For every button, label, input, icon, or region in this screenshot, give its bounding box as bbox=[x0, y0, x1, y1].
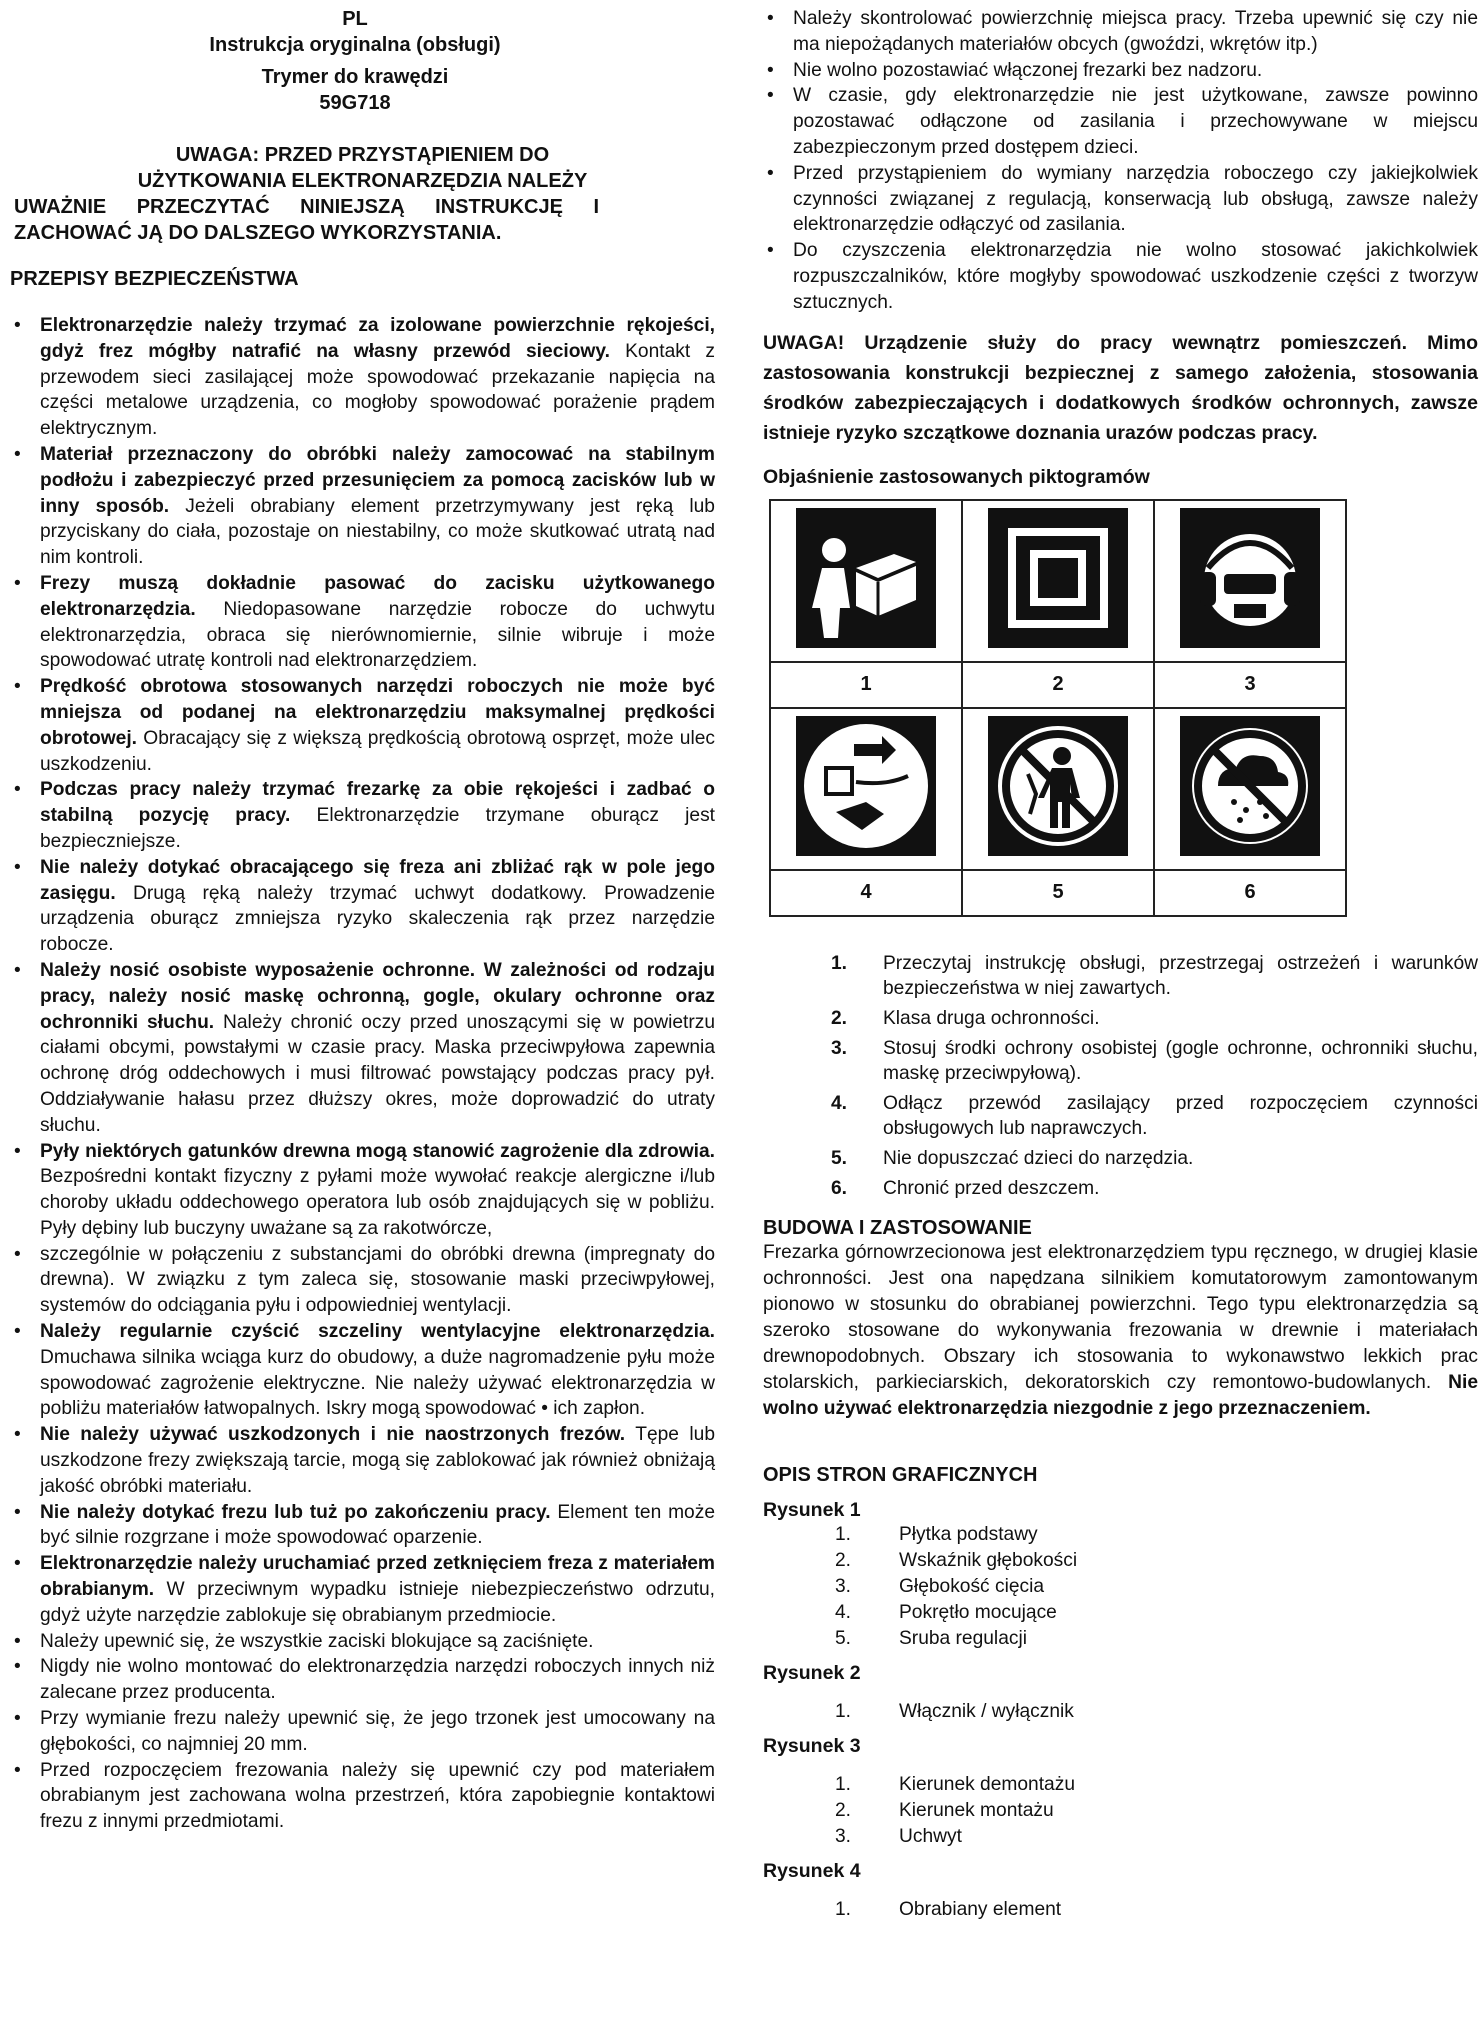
safety-item-bold: Elektronarzędzie należy uruchamiać przed zetknięciem freza z materiałem obrabianym. bbox=[40, 1553, 715, 1601]
safety-item-bold: Należy regularnie czyścić szczeliny wentylacyjne elektronarzędzia. bbox=[40, 1321, 715, 1343]
safety-item-text: Jeżeli obrabiany element przetrzymywany jest ręką lub przyciskany do ciała, pozostaje on niestabilny, co może skutkować utratą nad nim kontroli. bbox=[40, 495, 715, 569]
document-subtitle: Instrukcja oryginalna (obsługi) bbox=[209, 34, 501, 56]
figure-item-text: Pokrętło mocujące bbox=[899, 1601, 1057, 1623]
pictogram-cell bbox=[770, 500, 962, 662]
legend-item bbox=[763, 1036, 1478, 1086]
safety-item-text: Bezpośredni kontakt fizyczny z pyłami może wywołać reakcje alergiczne i/lub choroby układu oddechowego operatora lub osób znajdujących się w pobliżu. Pyły dębiny lub buczyny uważane są za rakotwórcze, bbox=[40, 1166, 715, 1239]
pictogram-number: 1 bbox=[770, 662, 962, 708]
figure-item-number: 1. bbox=[835, 1773, 852, 1795]
intro-warning bbox=[10, 142, 715, 246]
figure-item-number: 1. bbox=[835, 1700, 852, 1722]
figures-title: OPIS STRON GRAFICZNYCH bbox=[763, 1463, 1038, 1486]
intro-warning-line: UŻYTKOWANIA ELEKTRONARZĘDZIA NALEŻY bbox=[137, 170, 588, 192]
legend-number: 1. bbox=[831, 952, 848, 974]
safety-item-bold: Nie należy dotykać frezu lub tuż po zakończeniu pracy. bbox=[40, 1501, 551, 1523]
legend-item bbox=[763, 1006, 1478, 1031]
safety-item bbox=[10, 1500, 715, 1552]
legend-item bbox=[763, 1146, 1478, 1171]
figure-label: Rysunek 1 bbox=[763, 1498, 861, 1521]
safety-item bbox=[10, 313, 715, 442]
figure-item bbox=[763, 1574, 1478, 1600]
legend-text: Stosuj środki ochrony osobistej (gogle ochronne, ochronniki słuchu, maskę przeciwpyłową). bbox=[883, 1037, 1478, 1084]
product-name: Trymer do krawędzi bbox=[261, 66, 449, 88]
safety-item bbox=[10, 1629, 715, 1655]
safety-item-text: Przy wymianie frezu należy upewnić się, że jego trzonek jest umocowany na głębokości, co najmniej 20 mm. bbox=[40, 1708, 715, 1755]
safety-item bbox=[10, 1422, 715, 1499]
pictogram-number: 5 bbox=[962, 870, 1154, 916]
construction-title: BUDOWA I ZASTOSOWANIE bbox=[763, 1216, 1032, 1239]
figure-items bbox=[763, 1772, 1478, 1850]
safety-item bbox=[10, 674, 715, 777]
safety-item-text: Elektronarzędzie trzymane oburącz jest bezpieczniejsze. bbox=[40, 805, 716, 852]
residual-risk-note: UWAGA! Urządzenie służy do pracy wewnątrz pomieszczeń. Mimo zastosowania konstrukcji bezpiecznej z samego założenia, stosowania środków zabezpieczających i dodatkowych środków ochronnych, zawsze istnieje ryzyko szczątkowe doznania urazów podczas pracy. bbox=[763, 331, 1478, 444]
construction-text bbox=[763, 1240, 1478, 1422]
figure-item-number: 2. bbox=[835, 1799, 852, 1821]
figures-list bbox=[763, 1499, 1478, 1923]
construction-text-bold: Nie wolno używać elektronarzędzia niezgodnie z jego przeznaczeniem. bbox=[763, 1371, 1478, 1419]
safety-item-text: Należy chronić oczy przed unoszącymi się w powietrzu ciałami obcymi, powstałymi w czasie pracy. Maska przeciwpyłowa zapewnia ochronę dróg oddechowych i musi filtrować powstający podczas pracy pył. Oddziaływanie hałasu przez dłuższy okres, może doprowadzić do utraty słuchu. bbox=[40, 1011, 715, 1136]
figure-item-text: Wskaźnik głębokości bbox=[899, 1549, 1078, 1571]
safety-list bbox=[10, 313, 715, 1835]
legend-item bbox=[763, 1091, 1478, 1141]
pictogram-number: 2 bbox=[962, 662, 1154, 708]
safety-item-bold: Należy nosić osobiste wyposażenie ochronne. W zależności od rodzaju pracy, należy nosić maskę ochronną, gogle, okulary ochronne oraz ochronniki słuchu. bbox=[40, 959, 715, 1033]
right-column bbox=[763, 6, 1478, 1923]
figure-item bbox=[763, 1798, 1478, 1824]
safety-item bbox=[10, 571, 715, 674]
construction-text-body: Frezarka górnowrzecionowa jest elektronarzędziem typu ręcznego, w drugiej klasie ochronności. Jest ona napędzana silnikiem komutatorowym zamontowanym pionowo w stosunku do obrabianej powierzchni. Tego typu elektronarzędzia są szeroko stosowane do wykonywania frezowania w drewnie i materiałach drewnopodobnych. Obszary ich stosowania to wykonawstwo lekkich prac stolarskich, parkieciarskich, dekoratorskich czy remontowo-budowlanych. bbox=[763, 1241, 1478, 1393]
pictogram-cell bbox=[1154, 708, 1346, 870]
figure-item bbox=[763, 1600, 1478, 1626]
figure-item-number: 1. bbox=[835, 1898, 852, 1920]
figure-item-number: 1. bbox=[835, 1523, 852, 1545]
left-column bbox=[10, 6, 715, 1835]
figure-item-text: Płytka podstawy bbox=[899, 1523, 1038, 1545]
safety-item-text: Kontakt z przewodem sieci zasilającej może spowodować przekazanie napięcia na części metalowe urządzenia, co mogłoby spowodować porażenie prądem elektrycznym. bbox=[40, 340, 715, 440]
figure-item bbox=[763, 1522, 1478, 1548]
figure-items bbox=[763, 1699, 1478, 1725]
safety-item-bold: Prędkość obrotowa stosowanych narzędzi roboczych nie może być mniejsza od podanej na elektronarzędziu maksymalnej prędkości obrotowej. bbox=[40, 676, 715, 749]
intro-warning-line: UWAŻNIE PRZECZYTAĆ NINIEJSZĄ INSTRUKCJĘ I bbox=[14, 196, 599, 218]
figure-label: Rysunek 2 bbox=[763, 1661, 861, 1684]
safety-item bbox=[10, 855, 715, 958]
safety-item-bold: Nie należy używać uszkodzonych i nie naostrzonych frezów. bbox=[40, 1424, 626, 1446]
safety-item bbox=[10, 1706, 715, 1758]
pictogram-cell bbox=[770, 708, 962, 870]
figure-item-number: 5. bbox=[835, 1627, 852, 1649]
protective-gear-icon bbox=[1180, 508, 1320, 648]
safety-item-text: Tępe lub uszkodzone frezy zwiększają tarcie, mogą się zablokować jak również obniżają jakość obróbki materiału. bbox=[40, 1424, 715, 1497]
legend-text: Odłącz przewód zasilający przed rozpoczęciem czynności obsługowych lub naprawczych. bbox=[883, 1092, 1478, 1139]
legend-number: 3. bbox=[831, 1037, 848, 1059]
figure-item-number: 2. bbox=[835, 1549, 852, 1571]
safety-item-text: Obracający się z większą prędkością obrotową osprzęt, może ulec uszkodzeniu. bbox=[40, 727, 715, 775]
safety-item bbox=[10, 1654, 715, 1706]
legend-text: Klasa druga ochronności. bbox=[883, 1007, 1100, 1029]
pictogram-cell bbox=[1154, 500, 1346, 662]
figure-item-number: 4. bbox=[835, 1601, 852, 1623]
figure-items bbox=[763, 1897, 1478, 1923]
figure-items bbox=[763, 1522, 1478, 1652]
safety-item: • Należy skontrolować powierzchnię miejsca pracy. Trzeba upewnić się czy nie ma niepożądanych materiałów obcych (gwoździ, wkrętów itp.) bbox=[763, 6, 1478, 58]
safety-item-bold: Materiał przeznaczony do obróbki należy zamocować na stabilnym podłożu i zabezpieczyć przed przesunięciem za pomocą zacisków lub w inny sposób. bbox=[40, 443, 715, 517]
figure-item bbox=[763, 1897, 1478, 1923]
safety-item bbox=[10, 1758, 715, 1835]
legend-number: 4. bbox=[831, 1092, 848, 1114]
safety-item-text: Należy upewnić się, że wszystkie zaciski blokujące są zaciśnięte. bbox=[40, 1630, 594, 1652]
safety-item bbox=[10, 1551, 715, 1628]
safety-list-continued bbox=[763, 6, 1478, 316]
safety-item bbox=[10, 1319, 715, 1422]
read-manual-icon bbox=[796, 508, 936, 648]
pictogram-cell bbox=[962, 708, 1154, 870]
safety-item-text: Nigdy nie wolno montować do elektronarzędzia narzędzi roboczych innych niż zalecane przez producenta. bbox=[40, 1656, 715, 1704]
figure-item-number: 3. bbox=[835, 1825, 852, 1847]
safety-item-bold: Elektronarzędzie należy trzymać za izolowane powierzchnie rękojeści, gdyż frez mógłby natrafić na własny przewód sieciowy. bbox=[40, 315, 715, 362]
figure-item-text: Włącznik / wyłącznik bbox=[899, 1700, 1074, 1722]
safety-item bbox=[10, 1242, 715, 1319]
legend-text: Chronić przed deszczem. bbox=[883, 1177, 1100, 1199]
figure-label: Rysunek 3 bbox=[763, 1734, 861, 1757]
safety-item-text: Niedopasowane narzędzie robocze do uchwytu elektronarzędzia, obraca się nierównomiernie, silnie wibruje i może spowodować utratę kontroli nad elektronarzędziem. bbox=[40, 598, 715, 672]
figure-item-text: Uchwyt bbox=[899, 1825, 962, 1847]
safety-item-text: Dmuchawa silnika wciąga kurz do obudowy, a duże nagromadzenie pyłu może spowodować zagrożenie elektryczne. Nie należy używać elektronarzędzia w pobliżu materiałów łatwopalnych. Iskry mogą spowodować • ich zapłon. bbox=[40, 1346, 715, 1420]
figure-item bbox=[763, 1772, 1478, 1798]
safety-item-bold: Pyły niektórych gatunków drewna mogą stanowić zagrożenie dla zdrowia. bbox=[40, 1140, 715, 1162]
safety-item bbox=[10, 777, 715, 854]
class-two-insulation-icon bbox=[988, 508, 1128, 648]
safety-item bbox=[10, 442, 715, 571]
pictogram-cell bbox=[962, 500, 1154, 662]
legend-text: Przeczytaj instrukcję obsługi, przestrzegaj ostrzeżeń i warunków bezpieczeństwa w niej zawartych. bbox=[883, 952, 1478, 999]
pictogram-number: 3 bbox=[1154, 662, 1346, 708]
intro-warning-line: ZACHOWAĆ JĄ DO DALSZEGO WYKORZYSTANIA. bbox=[14, 222, 502, 244]
legend-number: 6. bbox=[831, 1177, 848, 1199]
figure-item-text: Głębokość cięcia bbox=[899, 1575, 1045, 1597]
pictogram-table bbox=[769, 499, 1347, 917]
safety-item-text: W przeciwnym wypadku istnieje niebezpieczeństwo odrzutu, gdyż użyte narzędzie zablokuje się obrabianym przedmiocie. bbox=[40, 1579, 715, 1626]
figure-item-text: Kierunek montażu bbox=[899, 1799, 1054, 1821]
legend-number: 5. bbox=[831, 1147, 848, 1169]
safety-item-text: szczególnie w połączeniu z substancjami do obróbki drewna (impregnaty do drewna). W związku z tym zaleca się, stosowanie maski przeciwpyłowej, systemów do odciągania pyłu i odpowiedniej wentylacji. bbox=[40, 1243, 715, 1317]
figure-item bbox=[763, 1548, 1478, 1574]
safety-item: • W czasie, gdy elektronarzędzie nie jest użytkowane, zawsze powinno pozostawać odłączone od zasilania i przechowywane w miejscu zabezpieczonym przed dostępem dzieci. bbox=[763, 83, 1478, 160]
safety-item-bold: Nie należy dotykać obracającego się freza ani zbliżać rąk w pole jego zasięgu. bbox=[40, 856, 715, 904]
figure-label: Rysunek 4 bbox=[763, 1859, 861, 1882]
language-code: PL bbox=[342, 8, 368, 30]
no-children-icon bbox=[988, 716, 1128, 856]
legend-text: Nie dopuszczać dzieci do narzędzia. bbox=[883, 1147, 1194, 1169]
document-header bbox=[10, 6, 700, 116]
figure-item bbox=[763, 1699, 1478, 1725]
safety-item-bold: Podczas pracy należy trzymać frezarkę za obie rękojeści i zadbać o stabilną pozycję pracy. bbox=[40, 779, 715, 827]
intro-warning-line: UWAGA: PRZED PRZYSTĄPIENIEM DO bbox=[175, 144, 550, 166]
safety-item-bold: Frezy muszą dokładnie pasować do zacisku użytkowanego elektronarzędzia. bbox=[40, 572, 715, 620]
legend-number: 2. bbox=[831, 1007, 848, 1029]
safety-item-text: Element ten może być silnie rozgrzane i może spowodować oparzenie. bbox=[40, 1501, 715, 1549]
figure-item-number: 3. bbox=[835, 1575, 852, 1597]
safety-title: PRZEPISY BEZPIECZEŃSTWA bbox=[10, 268, 299, 290]
safety-item: • Nie wolno pozostawiać włączonej frezarki bez nadzoru. bbox=[763, 58, 1478, 84]
safety-item bbox=[10, 1139, 715, 1242]
figure-item-text: Obrabiany element bbox=[899, 1898, 1062, 1920]
pictogram-number: 4 bbox=[770, 870, 962, 916]
safety-item: • Do czyszczenia elektronarzędzia nie wolno stosować jakichkolwiek rozpuszczalników, które mogłyby spowodować uszkodzenie części z tworzyw sztucznych. bbox=[763, 238, 1478, 315]
no-rain-icon bbox=[1180, 716, 1320, 856]
legend-item bbox=[763, 951, 1478, 1001]
figure-item bbox=[763, 1824, 1478, 1850]
figure-item bbox=[763, 1626, 1478, 1652]
safety-item-text: Drugą ręką należy trzymać uchwyt dodatkowy. Prowadzenie urządzenia oburącz zmniejsza ryzyko skaleczenia rąk przez narzędzie robocze. bbox=[40, 882, 715, 956]
unplug-icon bbox=[796, 716, 936, 856]
safety-item: • Przed przystąpieniem do wymiany narzędzia roboczego czy jakiejkolwiek czynności związanej z regulacją, konserwacją lub obsługą, zawsze należy elektronarzędzie odłączyć od zasilania. bbox=[763, 161, 1478, 238]
figure-item-text: Sruba regulacji bbox=[899, 1627, 1027, 1649]
safety-item-text: Przed rozpoczęciem frezowania należy się upewnić czy pod materiałem obrabianym jest zachowana wolna przestrzeń, która zapobiegnie kontaktowi frezu z innymi przedmiotami. bbox=[40, 1759, 715, 1833]
legend-item bbox=[763, 1176, 1478, 1201]
pictogram-number: 6 bbox=[1154, 870, 1346, 916]
safety-item bbox=[10, 958, 715, 1139]
model-number: 59G718 bbox=[319, 92, 391, 114]
pictogram-legend bbox=[763, 951, 1478, 1201]
figure-item-text: Kierunek demontażu bbox=[899, 1773, 1075, 1795]
pictograms-title: Objaśnienie zastosowanych piktogramów bbox=[763, 465, 1150, 488]
